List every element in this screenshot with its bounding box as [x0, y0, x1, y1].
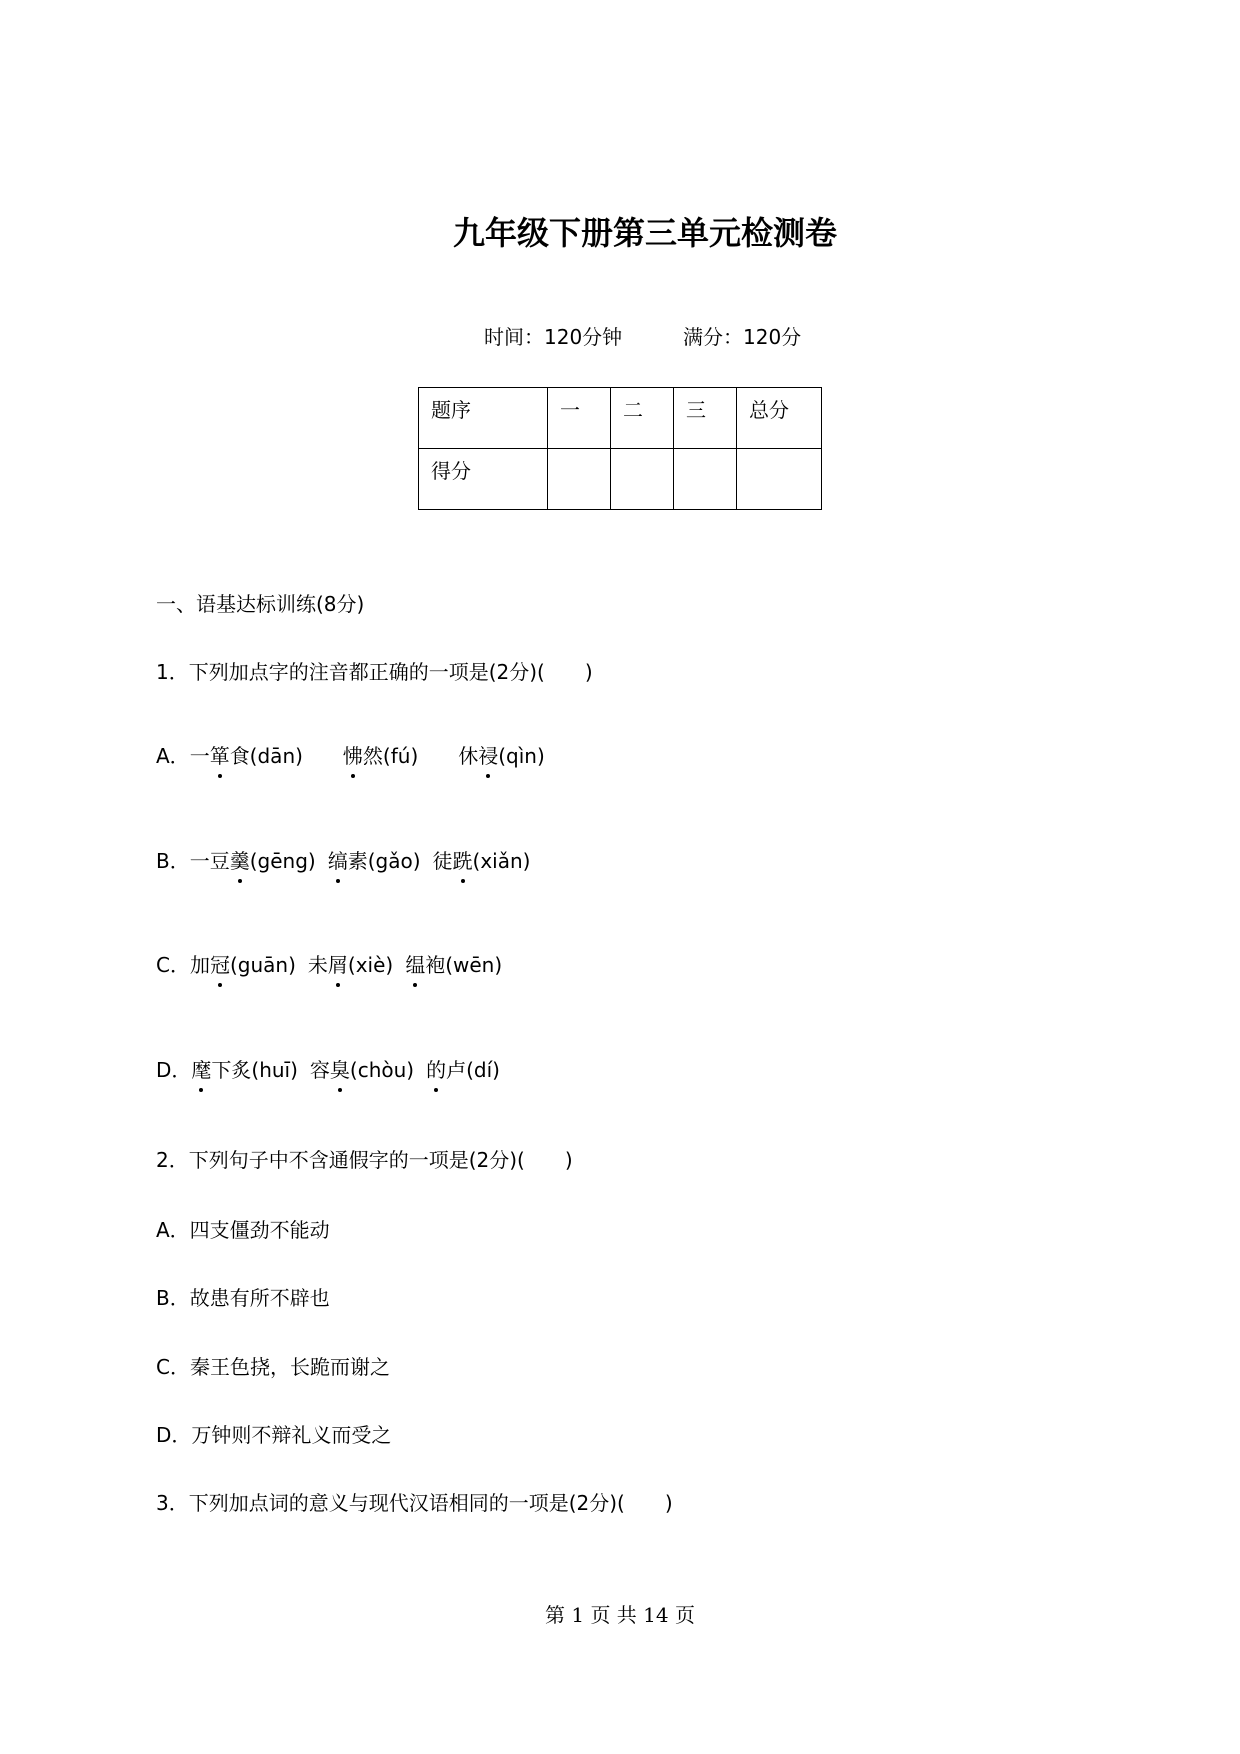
- q2-option-b: B．故患有所不辟也: [156, 1286, 330, 1310]
- score-table-cell: 三: [674, 388, 737, 449]
- q1-option-a: [156, 744, 545, 768]
- option-text: 袍(wēn): [425, 953, 503, 977]
- dotted-char: 缊: [405, 953, 426, 977]
- option-text: 然(fú): [362, 744, 419, 768]
- option-text: 下炙(huī): [211, 1058, 298, 1082]
- q1-option-c: [156, 953, 502, 977]
- dotted-char: 的: [426, 1058, 447, 1082]
- option-text: 卢(dí): [446, 1058, 500, 1082]
- score-table-cell: 题序: [419, 388, 548, 449]
- q2-option-d: D．万钟则不辩礼义而受之: [156, 1423, 392, 1447]
- dotted-char: 怫: [342, 744, 363, 768]
- page-footer: 第 1 页 共 14 页: [545, 1603, 695, 1627]
- q1-option-b: [156, 849, 530, 873]
- section-heading: 一、语基达标训练(8分): [156, 592, 365, 616]
- score-input-cell[interactable]: [737, 449, 822, 510]
- score-table-header-row: [419, 388, 822, 449]
- option-text: 一: [189, 744, 210, 768]
- question-1-stem: 1．下列加点字的注音都正确的一项是(2分)( ): [156, 660, 593, 684]
- dotted-char: 羹: [229, 849, 250, 873]
- option-label: A．: [156, 744, 190, 768]
- q2-option-c: C．秦王色挠，长跪而谢之: [156, 1355, 390, 1379]
- dotted-char: 箪: [209, 744, 230, 768]
- score-input-cell[interactable]: [674, 449, 737, 510]
- dotted-char: 缟: [327, 849, 348, 873]
- score-input-cell[interactable]: [548, 449, 611, 510]
- dotted-char: 臭: [329, 1058, 350, 1082]
- q2-option-a: A．四支僵劲不能动: [156, 1218, 330, 1242]
- dotted-char: 跣: [452, 849, 473, 873]
- score-table: [418, 387, 822, 510]
- option-text: 一豆: [189, 849, 230, 873]
- option-text: (qìn): [498, 744, 545, 768]
- full-score: 满分：120分: [683, 325, 802, 349]
- score-table-cell: 总分: [737, 388, 822, 449]
- option-text: (xiǎn): [472, 849, 531, 873]
- dotted-char: 祲: [478, 744, 499, 768]
- option-text: 加: [189, 953, 210, 977]
- option-label: D．: [156, 1058, 192, 1082]
- option-label: B．: [156, 849, 190, 873]
- dotted-char: 屑: [327, 953, 348, 977]
- exam-time: 时间：120分钟: [484, 325, 623, 349]
- score-table-cell: 二: [611, 388, 674, 449]
- dotted-char: 冠: [209, 953, 230, 977]
- option-label: C．: [156, 953, 190, 977]
- option-text: 休: [458, 744, 479, 768]
- question-2-stem: 2．下列句子中不含通假字的一项是(2分)( ): [156, 1148, 573, 1172]
- page-title: 九年级下册第三单元检测卷: [453, 214, 838, 252]
- option-text: 容: [309, 1058, 330, 1082]
- score-table-cell: 得分: [419, 449, 548, 510]
- option-text: (xiè): [347, 953, 394, 977]
- option-text: (gēng): [249, 849, 316, 873]
- option-text: (chòu): [349, 1058, 415, 1082]
- score-table-cell: 一: [548, 388, 611, 449]
- option-text: 素(gǎo): [347, 849, 421, 873]
- question-3-stem: 3．下列加点词的意义与现代汉语相同的一项是(2分)( ): [156, 1491, 673, 1515]
- q1-option-d: [156, 1058, 500, 1082]
- option-text: 未: [307, 953, 328, 977]
- score-table-score-row: [419, 449, 822, 510]
- score-input-cell[interactable]: [611, 449, 674, 510]
- option-text: 徒: [432, 849, 453, 873]
- option-text: (guān): [229, 953, 296, 977]
- dotted-char: 麾: [191, 1058, 212, 1082]
- option-text: 食(dān): [229, 744, 303, 768]
